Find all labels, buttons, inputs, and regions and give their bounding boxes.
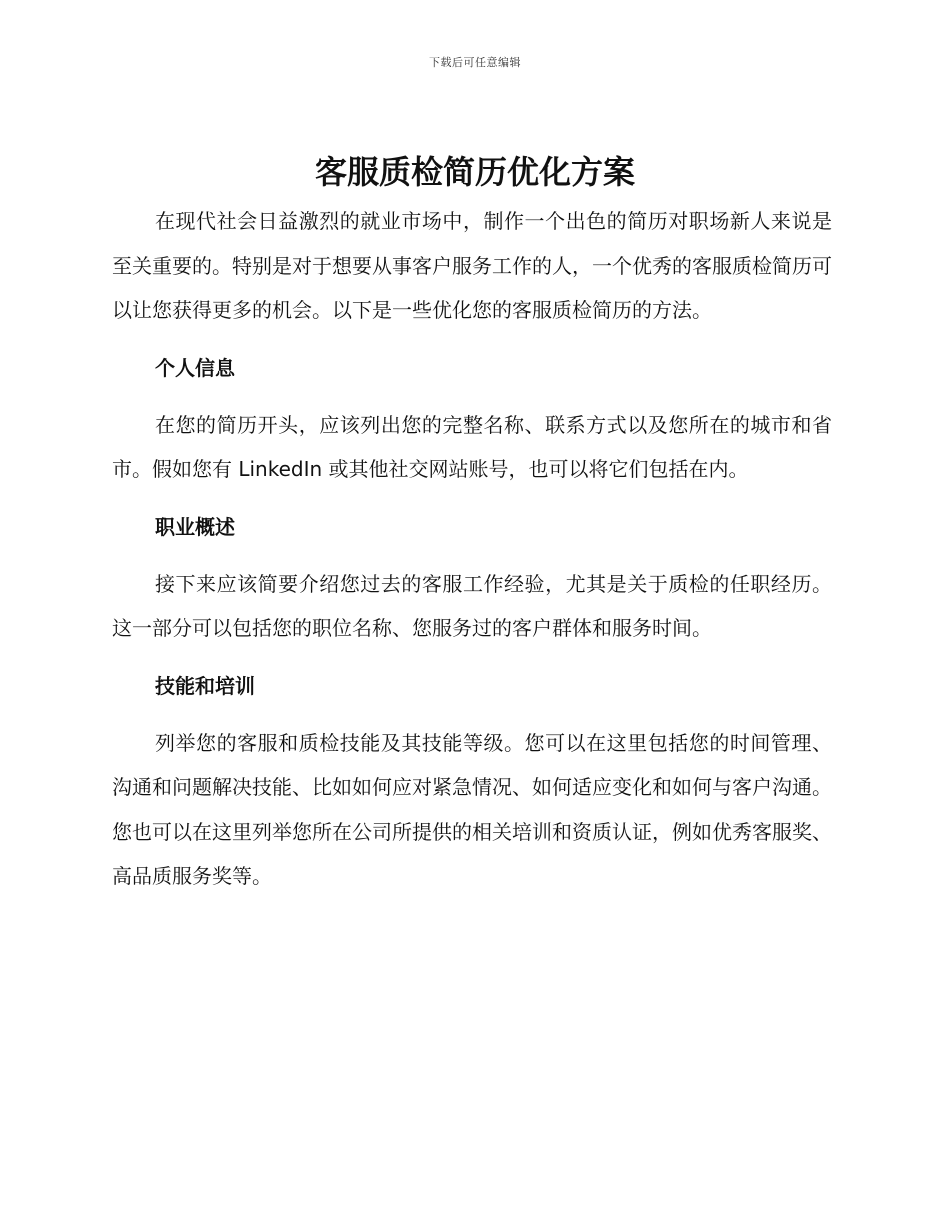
- spacer: [112, 492, 832, 505]
- section-body-career-summary: 接下来应该简要介绍您过去的客服工作经验，尤其是关于质检的任职经历。这一部分可以包括您的职位名称、您服务过的客户群体和服务时间。: [112, 571, 832, 640]
- section-heading-skills-training: 技能和培训: [155, 673, 255, 698]
- header-note: 下载后可任意编辑: [429, 56, 521, 69]
- document-title: 客服质检简历优化方案: [314, 153, 635, 191]
- intro-paragraph: 在现代社会日益激烈的就业市场中，制作一个出色的简历对职场新人来说是至关重要的。特别是对于想要从事客户服务工作的人，一个优秀的客服质检简历可以让您获得更多的机会。以下是一些优化您的客服质检简历的方法。: [112, 209, 832, 322]
- section-body-personal-info: 在您的简历开头，应该列出您的完整名称、联系方式以及您所在的城市和省市。假如您有 LinkedIn 或其他社交网站账号，也可以将它们包括在内。: [112, 412, 832, 481]
- section-heading-personal-info: 个人信息: [155, 355, 235, 380]
- spacer: [112, 390, 832, 403]
- spacer: [112, 333, 832, 346]
- spacer: [112, 549, 832, 562]
- document-body: [112, 199, 832, 899]
- spacer: [112, 651, 832, 664]
- spacer: [112, 708, 832, 721]
- section-body-skills-training: 列举您的客服和质检技能及其技能等级。您可以在这里包括您的时间管理、沟通和问题解决技能、比如如何应对紧急情况、如何适应变化和如何与客户沟通。您也可以在这里列举您所在公司所提供的相关培训和资质认证，例如优秀客服奖、高品质服务奖等。: [112, 730, 832, 888]
- section-heading-career-summary: 职业概述: [155, 514, 235, 539]
